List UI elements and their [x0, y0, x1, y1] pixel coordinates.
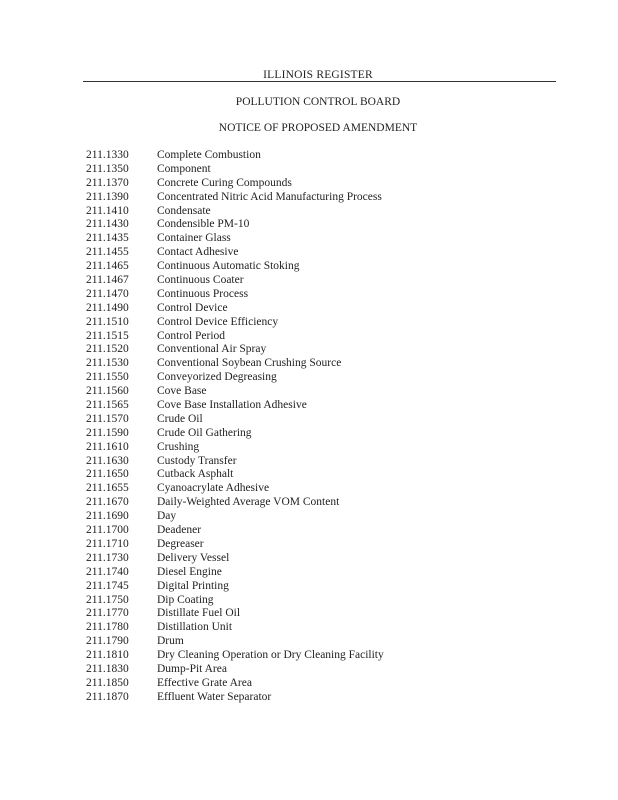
section-row — [86, 427, 546, 441]
section-row — [86, 677, 546, 691]
section-number: 211.1740 — [86, 565, 129, 578]
section-term: Crude Oil — [157, 412, 203, 425]
section-row — [86, 635, 546, 649]
section-term: Conventional Air Spray — [157, 343, 267, 356]
section-term: Custody Transfer — [157, 454, 237, 467]
section-row — [86, 205, 546, 219]
section-number: 211.1465 — [86, 260, 129, 273]
section-term: Deadener — [157, 524, 202, 537]
section-row — [86, 316, 546, 330]
section-term: Cove Base — [157, 385, 207, 398]
section-number: 211.1810 — [86, 649, 129, 662]
section-term: Continuous Process — [157, 287, 249, 300]
section-term: Diesel Engine — [157, 565, 222, 578]
section-number: 211.1390 — [86, 190, 129, 203]
section-row — [86, 343, 546, 357]
section-term: Conveyorized Degreasing — [157, 371, 277, 384]
section-term: Conventional Soybean Crushing Source — [157, 357, 342, 370]
section-number: 211.1435 — [86, 232, 129, 245]
section-number: 211.1330 — [86, 149, 129, 161]
section-number: 211.1630 — [86, 454, 129, 467]
section-row — [86, 482, 546, 496]
section-row — [86, 232, 546, 246]
section-row — [86, 524, 546, 538]
section-number: 211.1745 — [86, 579, 129, 592]
section-row — [86, 330, 546, 344]
section-number: 211.1350 — [86, 162, 129, 175]
section-number: 211.1650 — [86, 468, 129, 481]
section-number: 211.1515 — [86, 329, 129, 342]
section-term: Dump-Pit Area — [157, 662, 227, 675]
section-number: 211.1455 — [86, 246, 129, 259]
section-number: 211.1470 — [86, 287, 129, 300]
section-row — [86, 149, 546, 163]
section-row — [86, 302, 546, 316]
section-number: 211.1560 — [86, 385, 129, 398]
section-term: Continuous Coater — [157, 274, 244, 287]
section-term: Effluent Water Separator — [157, 690, 272, 703]
section-number: 211.1710 — [86, 537, 129, 550]
section-number: 211.1700 — [86, 524, 129, 537]
section-row — [86, 371, 546, 385]
section-row — [86, 594, 546, 608]
section-row — [86, 385, 546, 399]
section-term: Condensible PM-10 — [157, 218, 250, 231]
section-row — [86, 691, 546, 705]
section-row — [86, 510, 546, 524]
section-term: Day — [157, 510, 177, 523]
section-row — [86, 191, 546, 205]
section-number: 211.1467 — [86, 274, 129, 287]
section-row — [86, 218, 546, 232]
section-row — [86, 455, 546, 469]
section-term: Crude Oil Gathering — [157, 426, 252, 439]
section-row — [86, 496, 546, 510]
section-term: Effective Grate Area — [157, 676, 252, 689]
section-term: Control Device — [157, 301, 228, 314]
section-row — [86, 468, 546, 482]
section-number: 211.1610 — [86, 440, 129, 453]
section-term: Crushing — [157, 440, 200, 453]
section-number: 211.1690 — [86, 510, 129, 523]
section-term: Distillation Unit — [157, 621, 233, 634]
section-row — [86, 399, 546, 413]
section-row — [86, 566, 546, 580]
section-term: Delivery Vessel — [157, 551, 230, 564]
section-term: Concrete Curing Compounds — [157, 176, 292, 189]
section-term: Digital Printing — [157, 579, 229, 592]
section-number: 211.1870 — [86, 690, 129, 703]
section-term: Drum — [157, 635, 184, 648]
section-term: Cutback Asphalt — [157, 468, 234, 481]
section-number: 211.1510 — [86, 315, 129, 328]
section-number: 211.1770 — [86, 607, 129, 620]
section-row — [86, 246, 546, 260]
section-term: Cyanoacrylate Adhesive — [157, 482, 270, 495]
section-term: Distillate Fuel Oil — [157, 607, 241, 620]
section-row — [86, 441, 546, 455]
section-row — [86, 413, 546, 427]
section-number: 211.1790 — [86, 635, 129, 648]
section-number: 211.1830 — [86, 662, 129, 675]
section-number: 211.1655 — [86, 482, 129, 495]
section-row — [86, 621, 546, 635]
section-number: 211.1430 — [86, 218, 129, 231]
section-term: Complete Combustion — [157, 149, 261, 161]
section-term: Container Glass — [157, 232, 231, 245]
section-row — [86, 357, 546, 371]
agency-name: POLLUTION CONTROL BOARD — [235, 96, 401, 108]
section-row — [86, 288, 546, 302]
section-row — [86, 177, 546, 191]
section-term: Dry Cleaning Operation or Dry Cleaning Facility — [157, 649, 384, 662]
section-row — [86, 663, 546, 677]
section-number: 211.1410 — [86, 204, 129, 217]
section-number: 211.1850 — [86, 676, 129, 689]
section-number: 211.1490 — [86, 301, 129, 314]
header-divider — [83, 81, 556, 82]
section-row — [86, 538, 546, 552]
section-term: Daily-Weighted Average VOM Content — [157, 496, 340, 509]
section-list — [86, 149, 546, 705]
section-number: 211.1530 — [86, 357, 129, 370]
section-term: Degreaser — [157, 537, 204, 550]
section-row — [86, 580, 546, 594]
section-term: Control Period — [157, 329, 226, 342]
section-term: Continuous Automatic Stoking — [157, 260, 300, 273]
section-number: 211.1670 — [86, 496, 129, 509]
section-row — [86, 649, 546, 663]
section-number: 211.1550 — [86, 371, 129, 384]
section-row — [86, 260, 546, 274]
section-term: Concentrated Nitric Acid Manufacturing Process — [157, 190, 382, 203]
section-term: Contact Adhesive — [157, 246, 239, 259]
section-number: 211.1520 — [86, 343, 129, 356]
section-term: Cove Base Installation Adhesive — [157, 399, 307, 412]
notice-title: NOTICE OF PROPOSED AMENDMENT — [218, 122, 418, 134]
section-term: Component — [157, 162, 211, 175]
section-term: Condensate — [157, 204, 211, 217]
section-number: 211.1730 — [86, 551, 129, 564]
register-title: ILLINOIS REGISTER — [263, 69, 373, 81]
section-number: 211.1370 — [86, 176, 129, 189]
section-row — [86, 274, 546, 288]
section-number: 211.1590 — [86, 426, 129, 439]
section-number: 211.1780 — [86, 621, 129, 634]
section-term: Dip Coating — [157, 593, 214, 606]
section-number: 211.1565 — [86, 399, 129, 412]
section-row — [86, 607, 546, 621]
section-term: Control Device Efficiency — [157, 315, 279, 328]
section-row — [86, 163, 546, 177]
section-number: 211.1570 — [86, 412, 129, 425]
section-row — [86, 552, 546, 566]
section-number: 211.1750 — [86, 593, 129, 606]
